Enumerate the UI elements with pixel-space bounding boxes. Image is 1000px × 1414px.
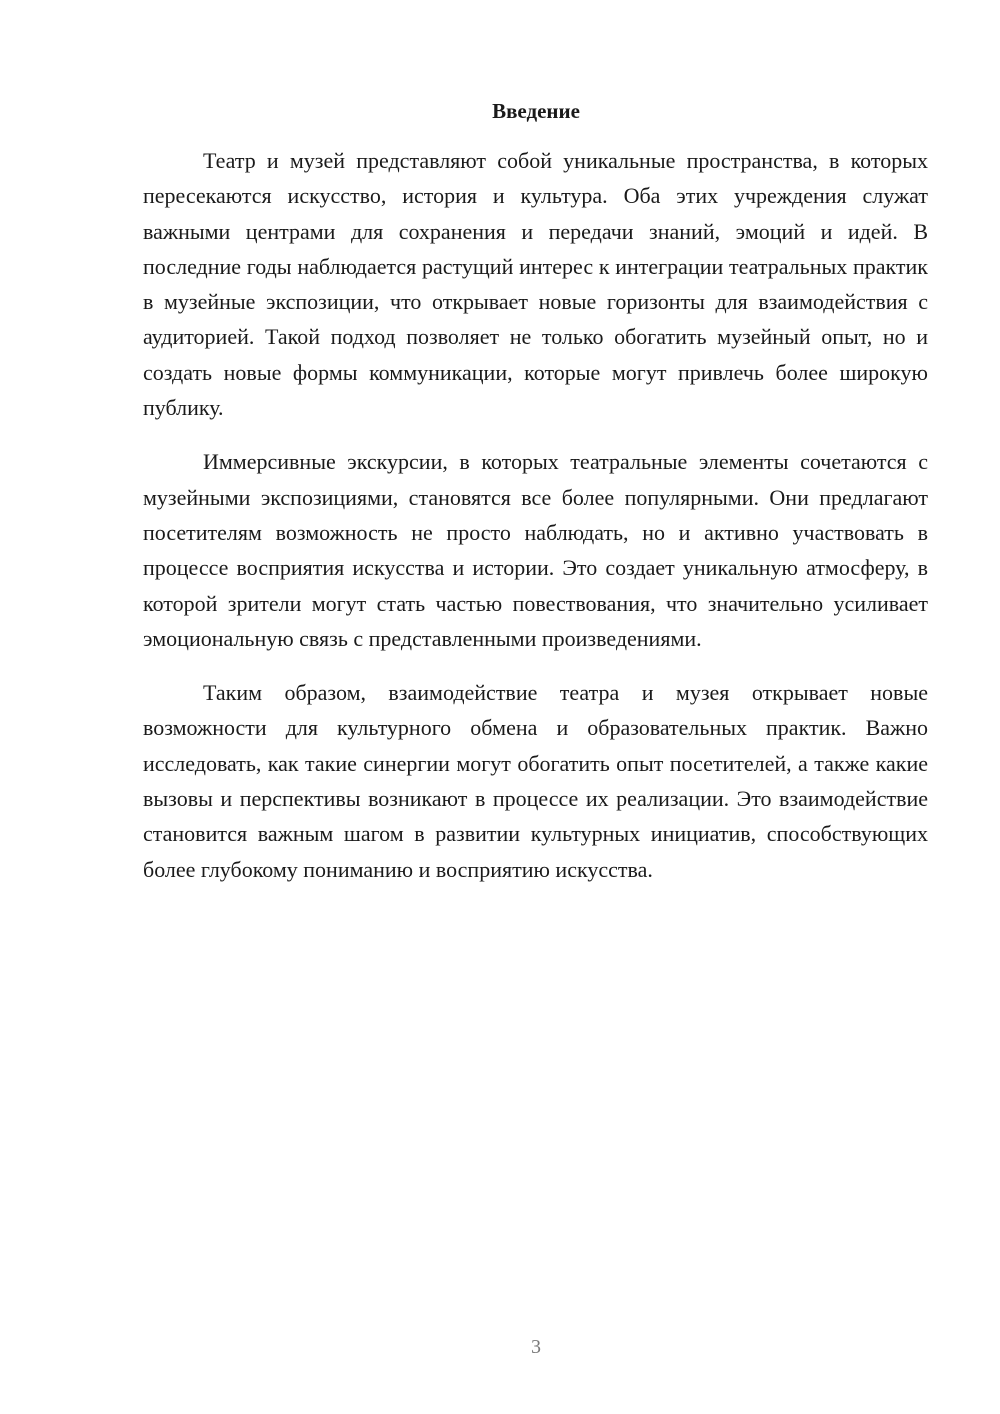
document-body: [143, 143, 928, 887]
page-number: 3: [531, 1336, 541, 1358]
paragraph-2: Иммерсивные экскурсии, в которых театральные элементы сочетаются с музейными экспозициями, становятся все более популярными. Они предлагают посетителям возможность не просто наблюдать, но и активно участвовать в процессе восприятия искусства и истории. Это создает уникальную атмосферу, в которой зрители могут стать частью повествования, что значительно усиливает эмоциональную связь с представленными произведениями.: [143, 449, 928, 651]
section-heading: Введение: [492, 99, 580, 123]
paragraph-3: Таким образом, взаимодействие театра и музея открывает новые возможности для культурного обмена и образовательных практик. Важно исследовать, как такие синергии могут обогатить опыт посетителей, а также какие вызовы и перспективы возникают в процессе их реализации. Это взаимодействие становится важным шагом в развитии культурных инициатив, способствующих более глубокому пониманию и восприятию искусства.: [143, 680, 928, 882]
paragraph-1: Театр и музей представляют собой уникальные пространства, в которых пересекаются искусство, история и культура. Оба этих учреждения служат важными центрами для сохранения и передачи знаний, эмоций и идей. В последние годы наблюдается растущий интерес к интеграции театральных практик в музейные экспозиции, что открывает новые горизонты для взаимодействия с аудиторией. Такой подход позволяет не только обогатить музейный опыт, но и создать новые формы коммуникации, которые могут привлечь более широкую публику.: [143, 148, 928, 421]
